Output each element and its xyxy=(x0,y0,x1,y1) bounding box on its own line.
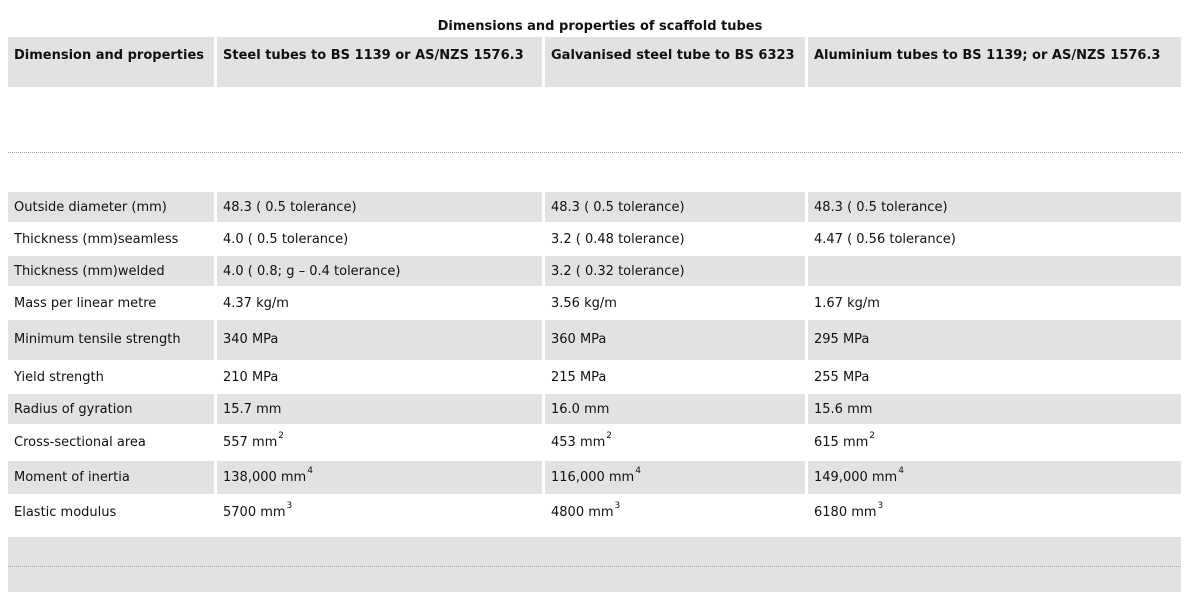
header-galvanised: Galvanised steel tube to BS 6323 xyxy=(545,37,805,87)
table-header-row xyxy=(8,37,1181,87)
aluminium-value: 295 MPa xyxy=(808,320,1181,360)
table-row xyxy=(8,224,1181,254)
steel-value: 340 MPa xyxy=(217,320,542,360)
table-row xyxy=(8,320,1181,360)
row-label: Thickness (mm)seamless xyxy=(14,231,179,247)
table-row xyxy=(8,362,1181,392)
row-label: Cross-sectional area xyxy=(14,435,146,450)
footer-divider xyxy=(8,566,1181,567)
aluminium-value: 255 MPa xyxy=(814,369,870,385)
steel-value xyxy=(217,426,542,459)
steel-value: 15.7 mm xyxy=(217,394,542,424)
row-label: Moment of inertia xyxy=(8,461,214,494)
row-label: Outside diameter (mm) xyxy=(8,192,214,222)
table-row xyxy=(8,426,1181,459)
text: 138,000 mm xyxy=(223,470,307,485)
aluminium-value: 1.67 kg/m xyxy=(814,295,880,311)
steel-value: 4.0 ( 0.8; g – 0.4 tolerance) xyxy=(217,256,542,286)
row-label: Elastic modulus xyxy=(14,505,117,520)
row-label: Radius of gyration xyxy=(8,394,214,424)
aluminium-value: 4.47 ( 0.56 tolerance) xyxy=(814,231,956,247)
row-label: Thickness (mm)welded xyxy=(8,256,214,286)
text: 6180 mm xyxy=(814,505,877,520)
galvanised-value xyxy=(545,461,805,494)
row-label: Yield strength xyxy=(14,369,104,385)
exponent: 3 xyxy=(286,501,293,511)
exponent: 4 xyxy=(307,466,313,476)
galvanised-value: 360 MPa xyxy=(545,320,805,360)
spacer xyxy=(8,153,1181,192)
header-dimension: Dimension and properties xyxy=(8,37,214,87)
text: 5700 mm xyxy=(223,505,286,520)
galvanised-value: 215 MPa xyxy=(551,369,607,385)
text: 615 mm xyxy=(814,435,869,450)
galvanised-value: 3.2 ( 0.48 tolerance) xyxy=(551,231,685,247)
steel-value: 4.37 kg/m xyxy=(223,295,289,311)
galvanised-value: 3.56 kg/m xyxy=(551,295,617,311)
aluminium-value xyxy=(808,496,1181,529)
table-caption: Dimensions and properties of scaffold tubes xyxy=(437,19,763,34)
table-row xyxy=(8,288,1181,318)
steel-value xyxy=(217,461,542,494)
steel-value: 48.3 ( 0.5 tolerance) xyxy=(217,192,542,222)
text: 116,000 mm xyxy=(551,470,635,485)
table-row xyxy=(8,192,1181,222)
table-row xyxy=(8,394,1181,424)
exponent: 4 xyxy=(635,466,641,476)
table-row xyxy=(8,256,1181,286)
text: 453 mm xyxy=(551,435,606,450)
galvanised-value: 16.0 mm xyxy=(545,394,805,424)
exponent: 2 xyxy=(869,431,876,441)
aluminium-value xyxy=(808,461,1181,494)
aluminium-value xyxy=(808,256,1181,286)
galvanised-value xyxy=(545,496,805,529)
exponent: 4 xyxy=(898,466,904,476)
table-row xyxy=(8,496,1181,529)
header-spacer xyxy=(8,87,1181,153)
steel-value xyxy=(217,496,542,529)
exponent: 2 xyxy=(278,431,285,441)
header-steel: Steel tubes to BS 1139 or AS/NZS 1576.3 xyxy=(217,37,542,87)
aluminium-value: 48.3 ( 0.5 tolerance) xyxy=(808,192,1181,222)
table-row xyxy=(8,461,1181,494)
galvanised-value xyxy=(545,426,805,459)
text: 557 mm xyxy=(223,435,278,450)
aluminium-value xyxy=(808,426,1181,459)
exponent: 2 xyxy=(606,431,613,441)
galvanised-value: 48.3 ( 0.5 tolerance) xyxy=(545,192,805,222)
aluminium-value: 15.6 mm xyxy=(808,394,1181,424)
text: 4800 mm xyxy=(551,505,614,520)
table-footer xyxy=(8,537,1181,592)
galvanised-value: 3.2 ( 0.32 tolerance) xyxy=(545,256,805,286)
text: 149,000 mm xyxy=(814,470,898,485)
exponent: 3 xyxy=(877,501,884,511)
scaffold-tube-table xyxy=(8,37,1181,592)
row-label: Minimum tensile strength xyxy=(8,320,214,360)
steel-value: 4.0 ( 0.5 tolerance) xyxy=(223,231,349,247)
steel-value: 210 MPa xyxy=(223,369,279,385)
header-aluminium: Aluminium tubes to BS 1139; or AS/NZS 1576.3 xyxy=(808,37,1181,87)
row-label: Mass per linear metre xyxy=(14,295,157,311)
exponent: 3 xyxy=(614,501,621,511)
